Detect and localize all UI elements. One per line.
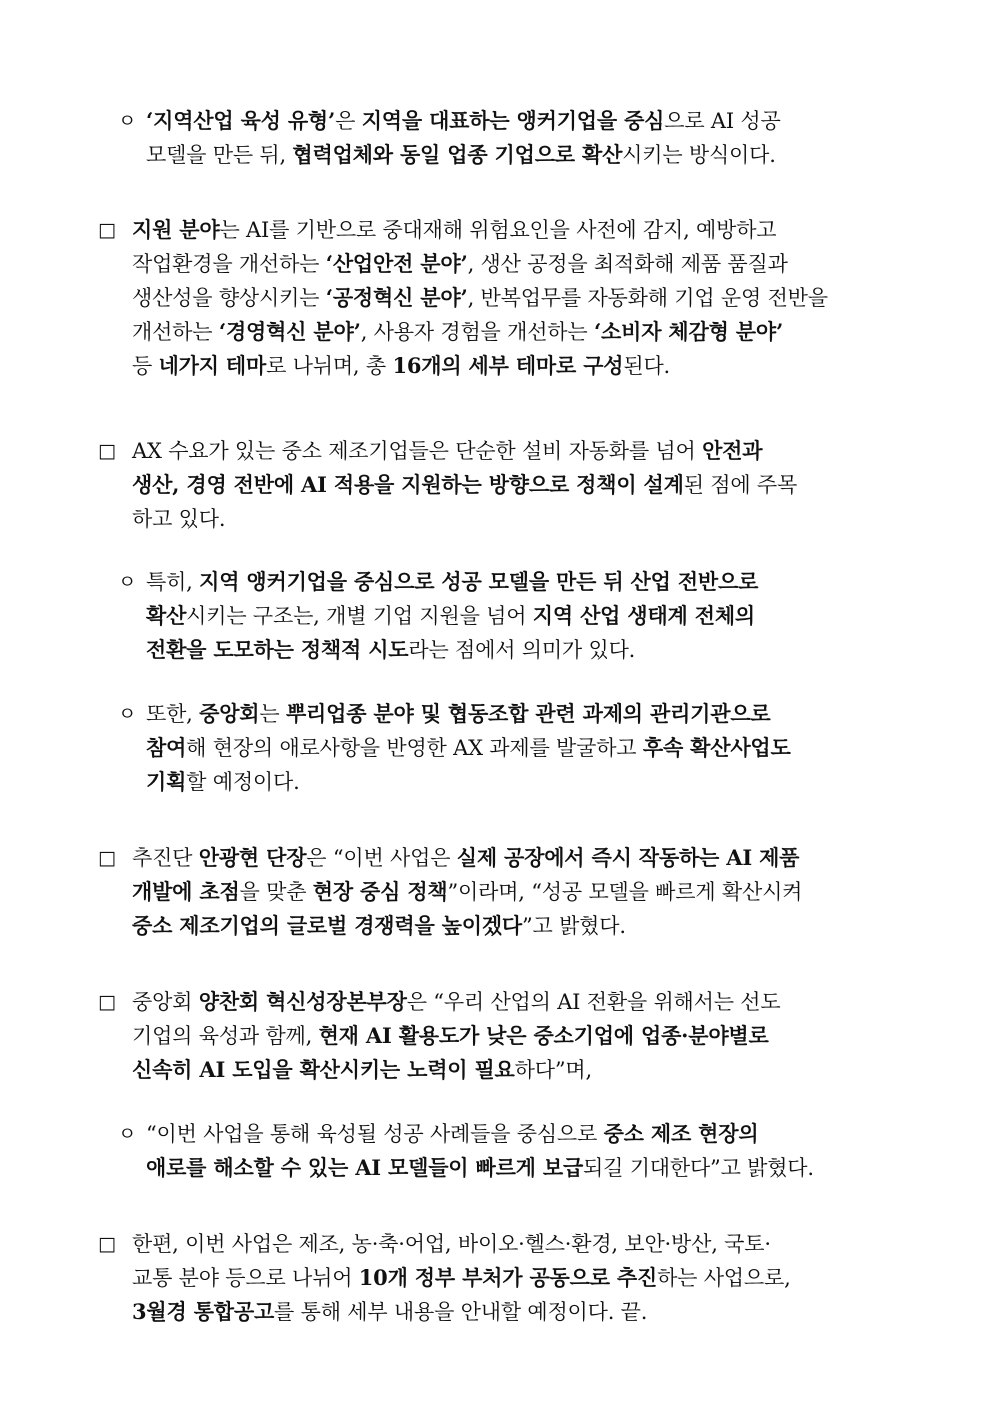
bold-text-run: 신속히 AI 도입을 확산시키는 노력이 필요 bbox=[132, 1057, 515, 1082]
text-line bbox=[146, 731, 900, 765]
section-paragraph-announcement bbox=[96, 1227, 900, 1329]
paragraph-body bbox=[96, 985, 900, 1087]
text-run: 되길 기대한다”고 밝혔다. bbox=[583, 1156, 814, 1180]
text-line bbox=[146, 599, 900, 633]
text-line bbox=[146, 765, 900, 799]
text-line bbox=[132, 985, 900, 1019]
text-run: 시키는 구조는, 개별 기업 지원을 넘어 bbox=[186, 604, 533, 628]
text-run: 시키는 방식이다. bbox=[622, 143, 776, 167]
text-run: ”이라며, “성공 모델을 빠르게 확산시켜 bbox=[447, 880, 803, 904]
text-run: 은 bbox=[335, 109, 362, 133]
square-bullet-marker: □ bbox=[98, 219, 116, 241]
paragraph-body bbox=[96, 697, 900, 799]
text-run: “이번 사업을 통해 육성될 성공 사례들을 중심으로 bbox=[146, 1122, 604, 1146]
bullet-paragraph-anchor-companies bbox=[96, 565, 900, 667]
bold-text-run: 애로를 해소할 수 있는 AI 모델들이 빠르게 보급 bbox=[146, 1155, 584, 1180]
bold-text-run: 현장 중심 정책 bbox=[312, 879, 448, 904]
bold-text-run: 중소 제조기업의 글로벌 경쟁력을 높이겠다 bbox=[132, 913, 522, 938]
text-run: 해 현장의 애로사항을 반영한 AX 과제를 발굴하고 bbox=[186, 736, 643, 760]
text-run: , 생산 공정을 최적화해 제품 품질과 bbox=[467, 252, 788, 276]
text-run: 또한, bbox=[146, 702, 200, 726]
text-line bbox=[132, 909, 900, 943]
circle-bullet-marker: ㅇ bbox=[118, 571, 137, 593]
text-run: 된다. bbox=[623, 354, 671, 378]
text-run: , 사용자 경험을 개선하는 bbox=[360, 320, 594, 344]
text-run: 로 나뉘며, 총 bbox=[266, 354, 393, 378]
text-run: 특히, bbox=[146, 570, 200, 594]
bullet-paragraph-federation-role bbox=[96, 697, 900, 799]
text-line bbox=[132, 875, 900, 909]
text-run: 한편, 이번 사업은 제조, 농·축·어업, 바이오·헬스·환경, 보안·방산, 국토· bbox=[132, 1232, 771, 1256]
text-line bbox=[132, 502, 900, 536]
text-line bbox=[132, 468, 900, 502]
text-line bbox=[146, 633, 900, 667]
text-run: 으로 AI 성공 bbox=[664, 109, 781, 133]
text-run: 하다”며, bbox=[514, 1058, 592, 1082]
bold-text-run: 양찬회 혁신성장본부장 bbox=[198, 989, 407, 1014]
text-line bbox=[132, 349, 900, 383]
text-run: 하고 있다. bbox=[132, 507, 226, 531]
text-run: 은 “이번 사업은 bbox=[306, 846, 457, 870]
text-run: 하는 사업으로, bbox=[657, 1266, 791, 1290]
bold-text-run: 지역 산업 생태계 전체의 bbox=[532, 603, 755, 628]
paragraph-body bbox=[96, 841, 900, 943]
text-run: 개선하는 bbox=[132, 320, 219, 344]
bold-text-run: 3월경 통합공고 bbox=[132, 1299, 275, 1324]
text-line bbox=[132, 315, 900, 349]
section-paragraph-headquarters-quote bbox=[96, 985, 900, 1087]
paragraph-body bbox=[96, 1117, 900, 1185]
paragraph-body bbox=[96, 213, 900, 383]
text-line bbox=[132, 1295, 900, 1329]
paragraph-body bbox=[96, 1227, 900, 1329]
text-line bbox=[132, 841, 900, 875]
text-run: 된 점에 주목 bbox=[683, 473, 798, 497]
text-line bbox=[132, 281, 900, 315]
bold-text-run: 지원 분야 bbox=[132, 217, 220, 242]
text-run: 할 예정이다. bbox=[186, 770, 300, 794]
section-paragraph-ax-demand bbox=[96, 434, 900, 536]
text-run: 는 bbox=[259, 702, 286, 726]
bullet-paragraph-expectation-quote bbox=[96, 1117, 900, 1185]
text-line bbox=[146, 697, 900, 731]
bold-text-run: 기획 bbox=[146, 769, 187, 794]
text-line bbox=[132, 1261, 900, 1295]
text-run: 은 “우리 산업의 AI 전환을 위해서는 선도 bbox=[406, 990, 781, 1014]
text-run: 생산성을 향상시키는 bbox=[132, 286, 326, 310]
bold-text-run: 중소 제조 현장의 bbox=[603, 1121, 759, 1146]
text-line bbox=[146, 104, 900, 138]
text-run: 중앙회 bbox=[132, 990, 199, 1014]
text-line bbox=[132, 247, 900, 281]
text-run: ”고 밝혔다. bbox=[522, 914, 626, 938]
bold-text-run: 실제 공장에서 즉시 작동하는 AI 제품 bbox=[456, 845, 800, 870]
square-bullet-marker: □ bbox=[98, 440, 116, 462]
section-paragraph-support-fields bbox=[96, 213, 900, 383]
paragraph-body bbox=[96, 434, 900, 536]
bullet-paragraph-regional-industry-type bbox=[96, 104, 900, 172]
paragraph-body bbox=[96, 565, 900, 667]
bold-text-run: 지역을 대표하는 앵커기업을 중심 bbox=[361, 108, 665, 133]
bold-text-run: 안전과 bbox=[702, 438, 763, 463]
circle-bullet-marker: ㅇ bbox=[118, 110, 137, 132]
bold-text-run: 16개의 세부 테마로 구성 bbox=[392, 353, 624, 378]
text-line bbox=[132, 1227, 900, 1261]
bold-text-run: 협력업체와 동일 업종 기업으로 확산 bbox=[292, 142, 623, 167]
bold-text-run: 지역 앵커기업을 중심으로 성공 모델을 만든 뒤 산업 전반으로 bbox=[199, 569, 759, 594]
text-run: 라는 점에서 의미가 있다. bbox=[408, 638, 636, 662]
text-line bbox=[146, 1151, 900, 1185]
text-run: , 반복업무를 자동화해 기업 운영 전반을 bbox=[467, 286, 828, 310]
text-line bbox=[132, 434, 900, 468]
text-run: 을 맞춘 bbox=[239, 880, 313, 904]
bold-text-run: ‘소비자 체감형 분야’ bbox=[593, 319, 784, 344]
text-run: 추진단 bbox=[132, 846, 199, 870]
square-bullet-marker: □ bbox=[98, 847, 116, 869]
bold-text-run: 참여 bbox=[146, 735, 187, 760]
bold-text-run: ‘지역산업 육성 유형’ bbox=[146, 108, 336, 133]
bold-text-run: 확산 bbox=[146, 603, 187, 628]
bold-text-run: 후속 확산사업도 bbox=[642, 735, 791, 760]
text-run: 교통 분야 등으로 나뉘어 bbox=[132, 1266, 359, 1290]
bold-text-run: 생산, 경영 전반에 AI 적용을 지원하는 방향으로 정책이 설계 bbox=[132, 472, 684, 497]
bold-text-run: 뿌리업종 분야 및 협동조합 관련 과제의 관리기관으로 bbox=[285, 701, 771, 726]
bold-text-run: ‘경영혁신 분야’ bbox=[218, 319, 361, 344]
text-line bbox=[132, 213, 900, 247]
square-bullet-marker: □ bbox=[98, 991, 116, 1013]
text-run: 기업의 육성과 함께, bbox=[132, 1024, 319, 1048]
square-bullet-marker: □ bbox=[98, 1233, 116, 1255]
text-run: AX 수요가 있는 중소 제조기업들은 단순한 설비 자동화를 넘어 bbox=[132, 439, 703, 463]
bold-text-run: 중앙회 bbox=[199, 701, 260, 726]
bold-text-run: 개발에 초점 bbox=[132, 879, 240, 904]
text-run: 작업환경을 개선하는 bbox=[132, 252, 326, 276]
bold-text-run: ‘산업안전 분야’ bbox=[325, 251, 468, 276]
text-line bbox=[146, 138, 900, 172]
text-line bbox=[146, 565, 900, 599]
paragraph-body bbox=[96, 104, 900, 172]
bold-text-run: 현재 AI 활용도가 낮은 중소기업에 업종·분야별로 bbox=[318, 1023, 769, 1048]
bold-text-run: 10개 정부 부처가 공동으로 추진 bbox=[358, 1265, 658, 1290]
circle-bullet-marker: ㅇ bbox=[118, 703, 137, 725]
text-run: 등 bbox=[132, 354, 159, 378]
text-line bbox=[132, 1019, 900, 1053]
bold-text-run: 안광현 단장 bbox=[198, 845, 307, 870]
text-run: 를 통해 세부 내용을 안내할 예정이다. 끝. bbox=[274, 1300, 648, 1324]
bold-text-run: 네가지 테마 bbox=[158, 353, 267, 378]
text-run: 는 AI를 기반으로 중대재해 위험요인을 사전에 감지, 예방하고 bbox=[219, 218, 777, 242]
text-line bbox=[146, 1117, 900, 1151]
text-run: 모델을 만든 뒤, bbox=[146, 143, 293, 167]
bold-text-run: 전환을 도모하는 정책적 시도 bbox=[146, 637, 409, 662]
circle-bullet-marker: ㅇ bbox=[118, 1123, 137, 1145]
bold-text-run: ‘공정혁신 분야’ bbox=[325, 285, 468, 310]
section-paragraph-director-quote bbox=[96, 841, 900, 943]
text-line bbox=[132, 1053, 900, 1087]
